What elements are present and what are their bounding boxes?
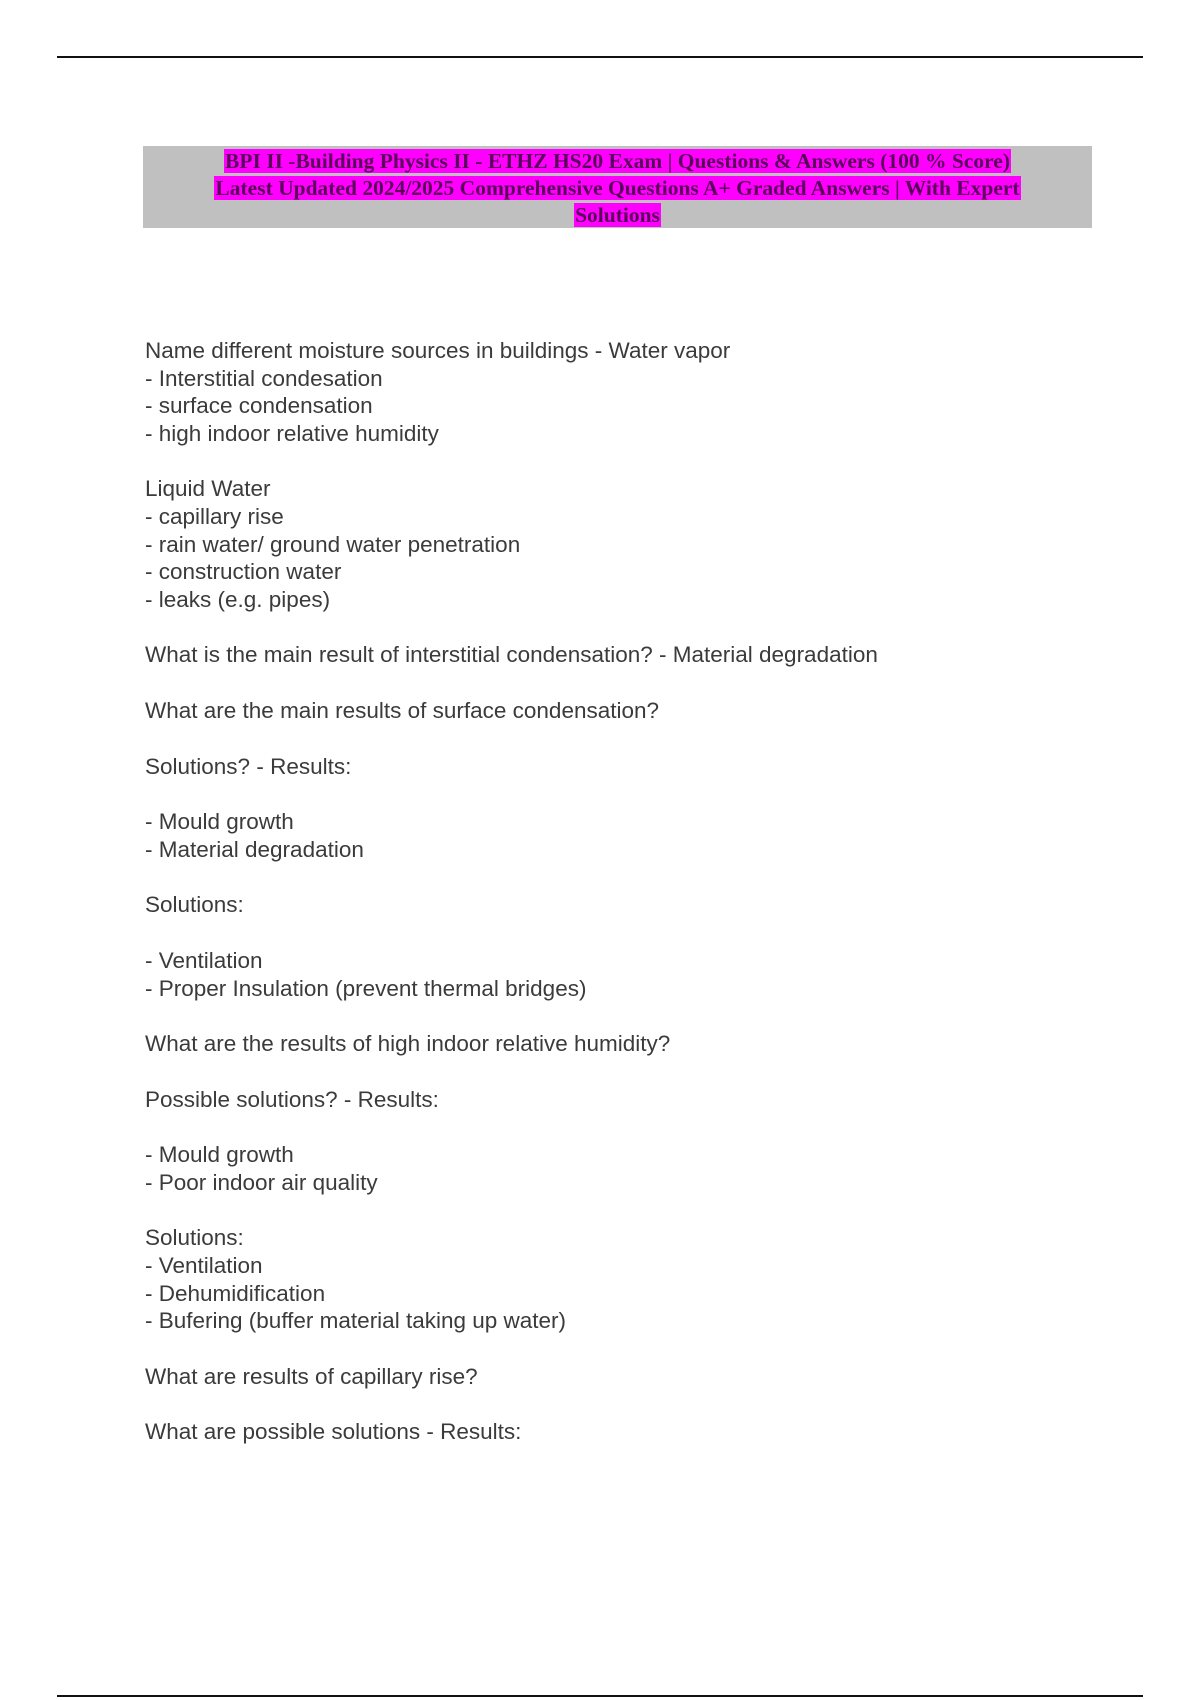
text-line: - leaks (e.g. pipes)	[145, 586, 331, 612]
qa-paragraph	[145, 475, 1105, 613]
qa-paragraph	[145, 808, 1105, 863]
text-line: - rain water/ ground water penetration	[145, 531, 521, 557]
qa-paragraph	[145, 337, 1105, 447]
qa-paragraph	[145, 1086, 1105, 1114]
qa-paragraph	[145, 697, 1105, 725]
text-line: What are the main results of surface condensation?	[145, 697, 660, 723]
text-line: Solutions:	[145, 892, 244, 918]
text-line: Possible solutions? - Results:	[145, 1086, 439, 1112]
text-line: What are results of capillary rise?	[145, 1363, 478, 1389]
text-line: Solutions:	[145, 1225, 244, 1251]
text-line: What is the main result of interstitial condensation? - Material degradation	[145, 642, 878, 668]
qa-paragraph	[145, 1418, 1105, 1446]
document-title-line: BPI II -Building Physics II - ETHZ HS20 Exam | Questions & Answers (100 % Score)	[224, 149, 1010, 173]
text-line: - Bufering (buffer material taking up water)	[145, 1308, 567, 1334]
text-line: Name different moisture sources in buildings - Water vapor	[145, 338, 731, 363]
bottom-rule	[57, 1695, 1143, 1697]
qa-paragraph	[145, 947, 1105, 1002]
text-line: - Poor indoor air quality	[145, 1169, 378, 1195]
qa-paragraph	[145, 753, 1105, 781]
text-line: - high indoor relative humidity	[145, 420, 439, 446]
document-title-line: Solutions	[575, 203, 660, 227]
text-line: - Mould growth	[145, 809, 294, 835]
text-line: What are possible solutions - Results:	[145, 1419, 522, 1445]
text-line: Solutions? - Results:	[145, 753, 352, 779]
top-rule	[57, 56, 1143, 58]
text-line: - Mould growth	[145, 1142, 294, 1168]
text-line: - surface condensation	[145, 393, 373, 419]
qa-paragraph	[145, 641, 1105, 669]
qa-paragraph	[145, 891, 1105, 919]
text-line: - construction water	[145, 559, 342, 585]
text-line: - Ventilation	[145, 947, 263, 973]
text-line: What are the results of high indoor relative humidity?	[145, 1031, 671, 1057]
document-title-box	[143, 146, 1092, 228]
document-title-line: Latest Updated 2024/2025 Comprehensive Questions A+ Graded Answers | With Expert	[215, 176, 1020, 200]
document-body	[145, 337, 1105, 1474]
text-line: - Interstitial condesation	[145, 365, 383, 391]
text-line: Liquid Water	[145, 476, 271, 502]
text-line: - Material degradation	[145, 836, 364, 862]
text-line: - Ventilation	[145, 1253, 263, 1279]
qa-paragraph	[145, 1224, 1105, 1334]
qa-paragraph	[145, 1030, 1105, 1058]
text-line: - Proper Insulation (prevent thermal bridges)	[145, 975, 587, 1001]
text-line: - Dehumidification	[145, 1280, 326, 1306]
text-line: - capillary rise	[145, 503, 284, 529]
qa-paragraph	[145, 1141, 1105, 1196]
qa-paragraph	[145, 1363, 1105, 1391]
